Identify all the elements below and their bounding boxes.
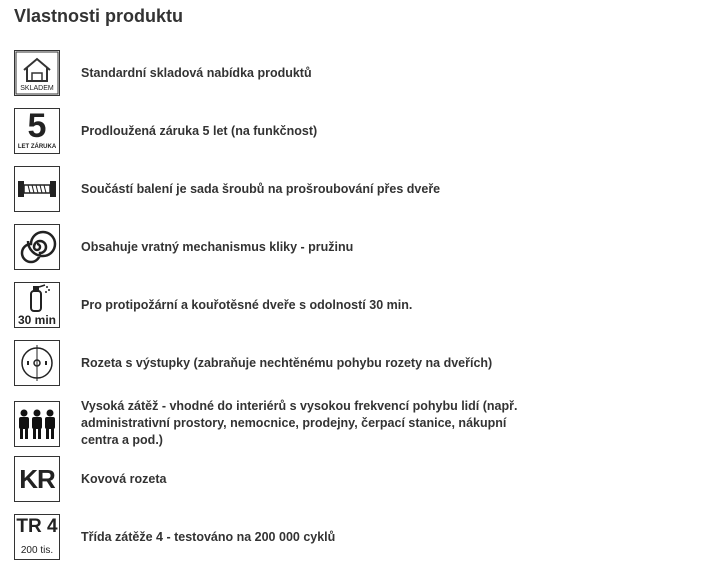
kr-metal-rosette-icon <box>14 456 60 502</box>
kr-badge-text: KR <box>19 463 55 494</box>
feature-label-spring: Obsahuje vratný mechanismus kliky - pružinu <box>81 239 354 254</box>
feature-label-high-traffic: Vysoká zátěž - vhodné do interiérů s vysokou frekvencí pohybu lidí (např. administrativní prostory, nemocnice, prodejny, čerpací stanice, nákupní centra a pod.) <box>81 399 518 447</box>
feature-row-fire <box>14 282 521 328</box>
warehouse-skladem-icon <box>14 50 60 96</box>
feature-row-metal-rosette <box>14 456 521 502</box>
stock-badge-text: SKLADEM <box>20 85 54 92</box>
load-class-tr4-icon <box>14 514 60 560</box>
feature-row-high-traffic <box>14 398 521 449</box>
feature-label-stock: Standardní skladová nabídka produktů <box>81 65 312 80</box>
warranty-5-years-icon <box>14 108 60 154</box>
feature-label-metal-rosette: Kovová rozeta <box>81 471 167 486</box>
feature-label-load-class: Třída zátěže 4 - testováno na 200 000 cyklů <box>81 529 336 544</box>
tr4-badge-text: TR 4 <box>16 516 58 537</box>
feature-row-load-class <box>14 514 521 560</box>
feature-label-warranty: Prodloužená záruka 5 let (na funkčnost) <box>81 123 318 138</box>
rosette-studs-icon <box>14 340 60 386</box>
feature-label-rosette: Rozeta s výstupky (zabraňuje nechtěnému pohybu rozety na dveřích) <box>81 355 493 370</box>
warranty-badge-text: LET ZÁRUKA <box>17 144 57 150</box>
feature-label-fire: Pro protipožární a kouřotěsné dveře s odolností 30 min. <box>81 297 413 312</box>
feature-row-stock <box>14 50 521 96</box>
fire-badge-text: 30 min <box>17 313 56 327</box>
warranty-number: 5 <box>27 108 47 145</box>
spring-icon <box>14 224 60 270</box>
feature-row-rosette <box>14 340 521 386</box>
fire-extinguisher-30min-icon <box>14 282 60 328</box>
feature-row-screws <box>14 166 521 212</box>
high-traffic-people-icon <box>14 401 60 447</box>
feature-row-spring <box>14 224 521 270</box>
tr4-sub-text: 200 tis. <box>20 545 54 556</box>
screw-set-icon <box>14 166 60 212</box>
page-title: Vlastnosti produktu <box>14 6 184 26</box>
feature-label-screws: Součástí balení je sada šroubů na prošroubování přes dveře <box>81 181 441 196</box>
feature-row-warranty <box>14 108 521 154</box>
